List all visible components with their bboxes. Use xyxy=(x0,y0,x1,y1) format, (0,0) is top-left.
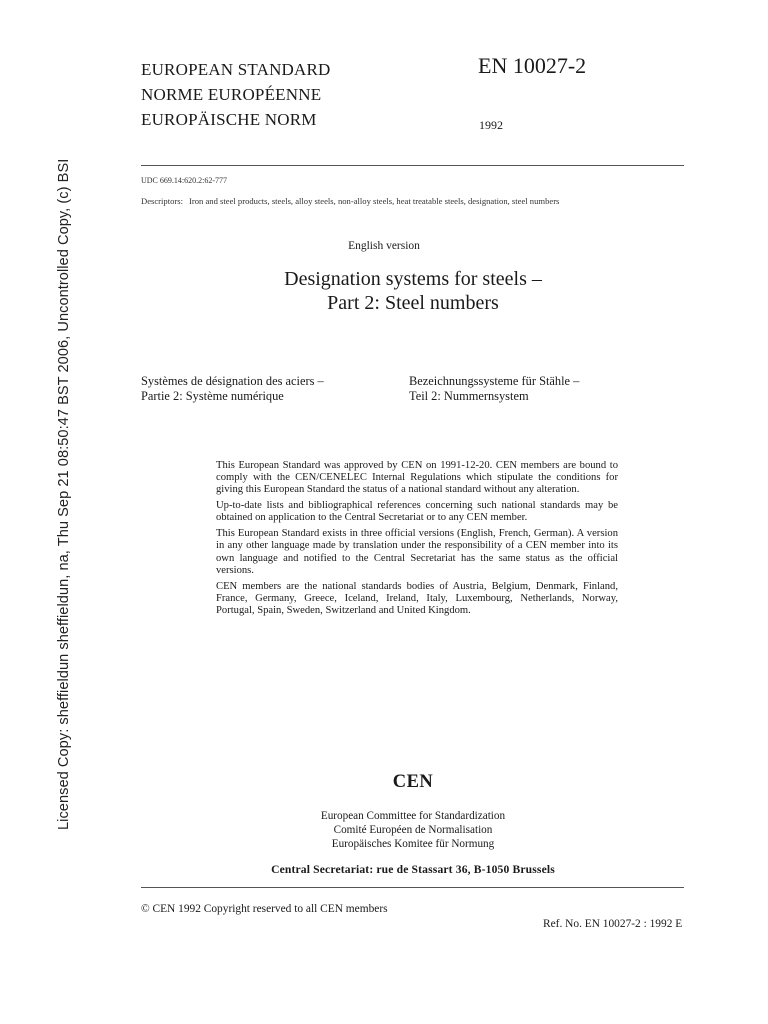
license-watermark: Licensed Copy: sheffieldun sheffieldun, na, Thu Sep 21 08:50:47 BST 2006, Uncontrolled Copy, (c) BSI xyxy=(56,158,72,830)
descriptors-label: Descriptors: xyxy=(141,196,184,206)
french-title-line-2: Partie 2: Système numérique xyxy=(141,388,284,403)
approval-paragraph: This European Standard was approved by CEN on 1991-12-20. CEN members are bound to comply with the CEN/CENELEC Internal Regulations which stipulate the conditions for giving this European Standard the status of a national standard without any alteration. xyxy=(216,460,618,496)
standard-type-en: EUROPEAN STANDARD xyxy=(141,60,331,79)
reference-number: Ref. No. EN 10027-2 : 1992 E xyxy=(543,918,683,930)
french-title xyxy=(141,374,324,403)
cen-name-fr: Comité Européen de Normalisation xyxy=(333,823,493,836)
descriptors-line xyxy=(141,196,559,206)
standard-type-de: EUROPÄISCHE NORM xyxy=(141,110,317,129)
approval-notice xyxy=(216,460,618,621)
cen-name-en: European Committee for Standardization xyxy=(320,810,506,822)
standard-year: 1992 xyxy=(479,118,503,132)
document-title xyxy=(0,267,768,315)
title-line-2: Part 2: Steel numbers xyxy=(327,292,499,314)
standard-type-fr: NORME EUROPÉENNE xyxy=(141,85,322,104)
version-line: English version xyxy=(348,240,420,252)
french-title-line-1: Systèmes de désignation des aciers – xyxy=(141,374,324,388)
standard-type-names xyxy=(141,57,331,132)
german-title-line-1: Bezeichnungssysteme für Stähle – xyxy=(409,374,580,388)
standard-number: EN 10027-2 xyxy=(478,53,587,78)
approval-paragraph: CEN members are the national standards bodies of Austria, Belgium, Denmark, Finland, France, Germany, Greece, Iceland, Ireland, Italy, Luxembourg, Netherlands, Norway, Portugal, Spain, Sweden, Switzerland and United Kingdom. xyxy=(216,580,618,617)
german-title-line-2: Teil 2: Nummernsystem xyxy=(409,388,529,403)
top-divider xyxy=(141,165,684,166)
approval-paragraph: Up-to-date lists and bibliographical references concerning such national standards may be obtained on application to the Central Secretariat or to any CEN member. xyxy=(216,500,618,524)
central-secretariat-address: Central Secretariat: rue de Stassart 36, B-1050 Brussels xyxy=(271,863,555,876)
cen-logo: CEN xyxy=(392,772,434,792)
descriptors-text: Iron and steel products, steels, alloy steels, non-alloy steels, heat treatable steels, designation, steel numbers xyxy=(189,196,560,206)
cen-name-de: Europäisches Komitee für Normung xyxy=(331,837,495,850)
german-title xyxy=(409,374,579,403)
udc-line: UDC 669.14:620.2:62-777 xyxy=(141,176,227,185)
bottom-divider xyxy=(141,887,684,888)
title-line-1: Designation systems for steels – xyxy=(284,268,542,290)
copyright-notice: © CEN 1992 Copyright reserved to all CEN members xyxy=(141,903,388,915)
approval-paragraph: This European Standard exists in three official versions (English, French, German). A version in any other language made by translation under the responsibility of a CEN member into its own language and notified to the Central Secretariat has the same status as the official versions. xyxy=(216,528,618,576)
cen-committee-names xyxy=(0,810,768,851)
